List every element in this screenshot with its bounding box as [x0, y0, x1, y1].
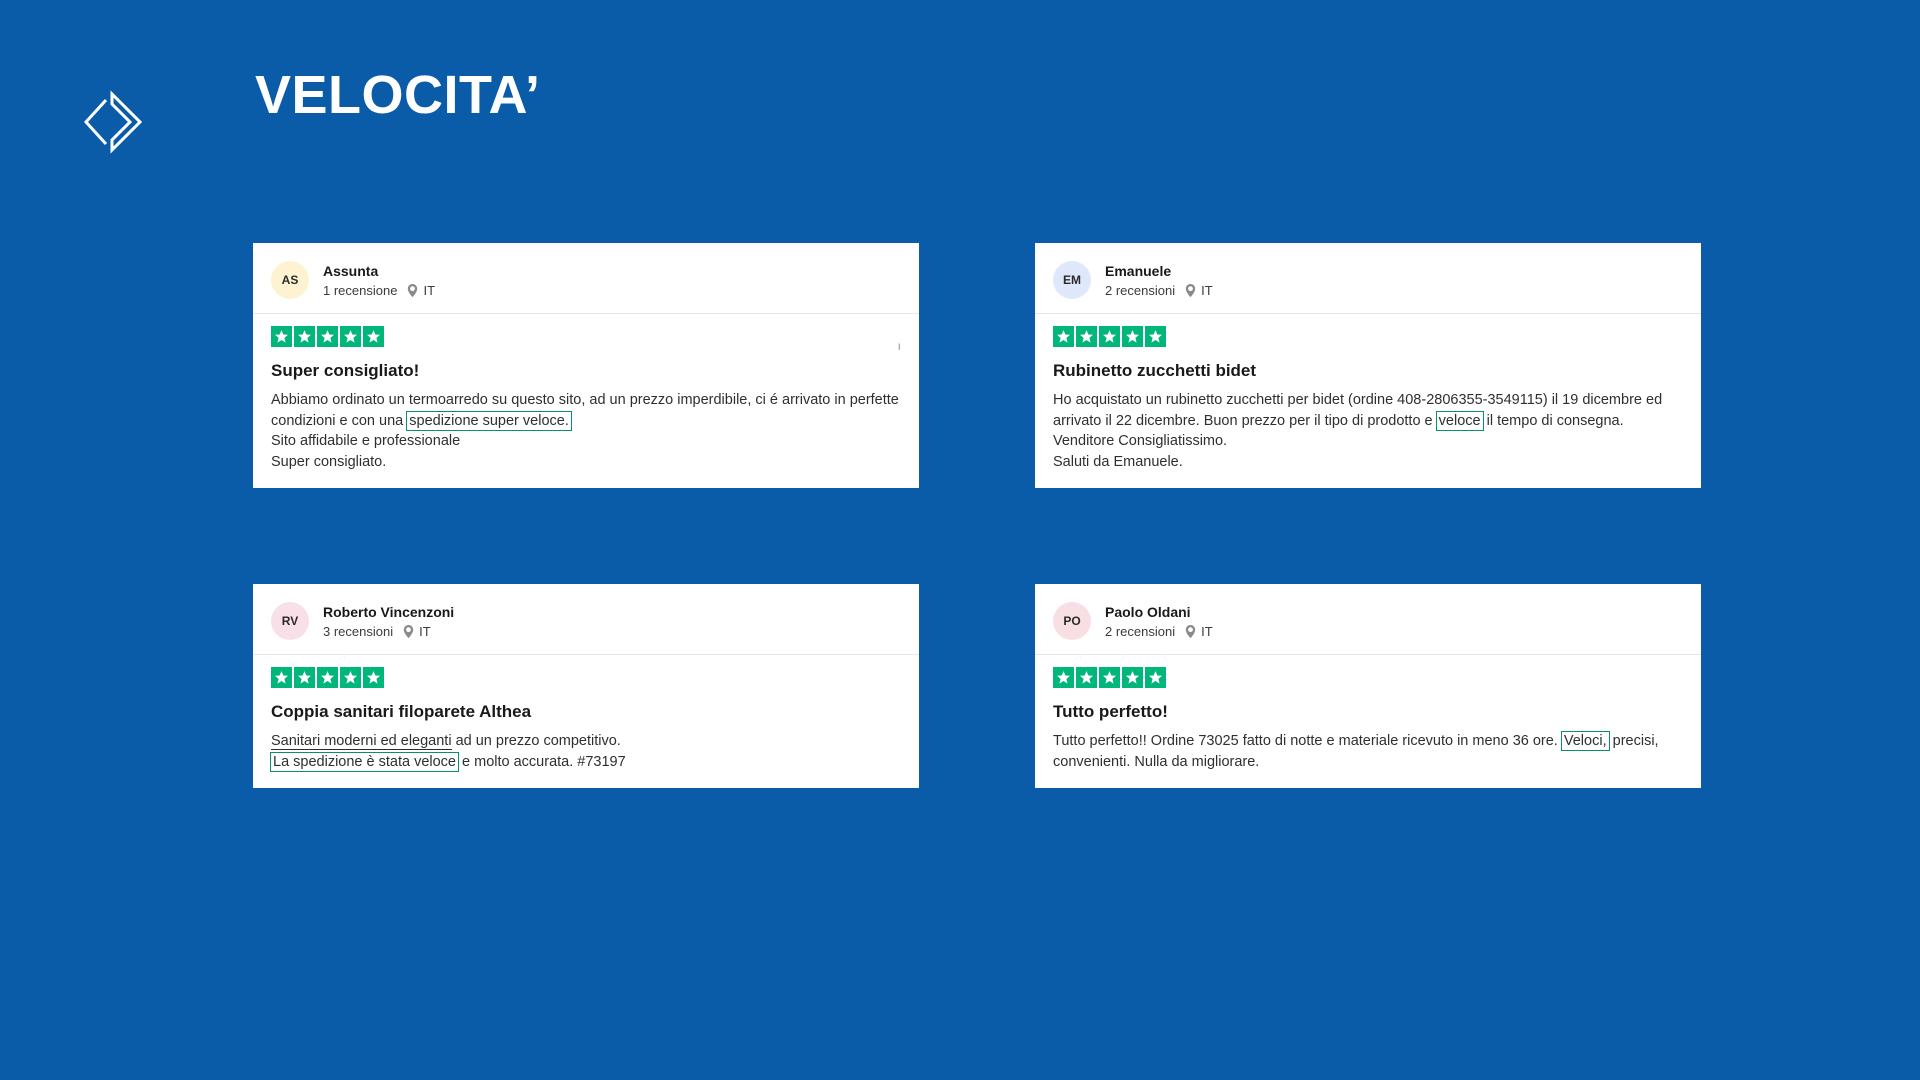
- review-header: [253, 584, 919, 655]
- review-paragraph-1: Ho acquistato un rubinetto zucchetti per bidet (ordine 408-2806355-3549115) il 19 dicembre ed arrivato il 22 dicembre. Buon prezzo per il tipo di prodotto e: [1053, 392, 1663, 429]
- country-code: IT: [423, 283, 436, 299]
- star-icon: [1076, 667, 1097, 688]
- review-paragraph-1: Abbiamo ordinato un termoarredo su questo sito, ad un prezzo imperdibile, ci é arrivato in perfette condizioni e con una: [271, 392, 899, 429]
- review-title: Rubinetto zucchetti bidet: [1053, 361, 1257, 380]
- country-code: IT: [1201, 624, 1213, 640]
- location-pin-icon: [407, 284, 418, 297]
- review-paragraph-3: Saluti da Emanuele.: [1053, 453, 1183, 470]
- star-icon: [1053, 667, 1074, 688]
- reviewer-name: Assunta: [323, 262, 379, 279]
- review-card: [253, 584, 919, 788]
- rating-stars: [1053, 667, 1683, 688]
- review-count: 1 recensione: [323, 283, 398, 299]
- reviews-grid: [253, 243, 1703, 788]
- star-icon: [271, 326, 292, 347]
- review-paragraph-1: Tutto perfetto!! Ordine 73025 fatto di notte e materiale ricevuto in meno 36 ore.: [1053, 733, 1562, 750]
- star-icon: [271, 667, 292, 688]
- country-code: IT: [419, 624, 431, 640]
- location-pin-icon: [403, 625, 414, 638]
- underlined-phrase: Sanitari moderni ed eleganti: [271, 733, 452, 750]
- highlight-phrase: La spedizione è stata veloce: [273, 753, 456, 770]
- review-paragraph-1-post: precisi, convenienti. Nulla da migliorare.: [1053, 733, 1659, 770]
- star-icon: [294, 667, 315, 688]
- brand-logo: [82, 90, 148, 156]
- rating-stars: [1053, 326, 1683, 347]
- star-icon: [363, 667, 384, 688]
- avatar: AS: [271, 261, 309, 299]
- star-icon: [1145, 667, 1166, 688]
- highlight-phrase: veloce: [1438, 412, 1481, 429]
- review-text: [271, 731, 901, 772]
- review-title: Super consigliato!: [271, 361, 420, 380]
- review-body: [253, 655, 919, 772]
- review-paragraph-1-post: il tempo di consegna.: [1482, 412, 1624, 429]
- reviewer-meta: [323, 624, 454, 639]
- reviewer-meta: [1105, 283, 1213, 298]
- star-icon: [294, 326, 315, 347]
- review-header: [1035, 243, 1701, 314]
- reviewer-meta: [1105, 624, 1213, 639]
- star-icon: [1099, 667, 1120, 688]
- review-count: 3 recensioni: [323, 624, 394, 640]
- avatar: RV: [271, 602, 309, 640]
- star-icon: [1122, 326, 1143, 347]
- reviewer-name: Roberto Vincenzoni: [323, 604, 455, 621]
- review-header: [253, 243, 919, 314]
- star-icon: [1053, 326, 1074, 347]
- star-icon: [1076, 326, 1097, 347]
- review-body: [1035, 314, 1701, 472]
- avatar: EM: [1053, 261, 1091, 299]
- location-pin-icon: [1185, 284, 1196, 297]
- review-paragraph-2-post: e molto accurata. #73197: [458, 753, 626, 770]
- page-title: VELOCITA’: [255, 65, 541, 125]
- avatar: PO: [1053, 602, 1091, 640]
- highlight-phrase: spedizione super veloce.: [409, 412, 569, 429]
- rating-stars: [271, 326, 901, 347]
- review-paragraph-3: Super consigliato.: [271, 453, 387, 470]
- review-paragraph-2: Sito affidabile e professionale: [271, 433, 461, 450]
- review-card: [1035, 243, 1701, 488]
- review-title: Tutto perfetto!: [1053, 702, 1168, 722]
- star-icon: [340, 326, 361, 347]
- rating-stars: [271, 667, 901, 688]
- review-paragraph-1-post: ad un prezzo competitivo.: [451, 733, 621, 750]
- location-pin-icon: [1185, 625, 1196, 638]
- review-count: 2 recensioni: [1105, 624, 1176, 640]
- star-icon: [1122, 667, 1143, 688]
- star-icon: [340, 667, 361, 688]
- review-title: Coppia sanitari filoparete Althea: [271, 702, 532, 722]
- stray-mark: ı: [897, 339, 901, 353]
- review-card: [253, 243, 919, 488]
- review-body: [253, 314, 919, 472]
- star-icon: [1145, 326, 1166, 347]
- reviewer-meta: [323, 283, 435, 298]
- star-icon: [1099, 326, 1120, 347]
- reviews-row: [253, 584, 1703, 788]
- reviewer-name: Emanuele: [1105, 262, 1172, 279]
- review-body: [1035, 655, 1701, 772]
- review-text: [271, 390, 901, 472]
- review-text: [1053, 390, 1683, 472]
- star-icon: [317, 326, 338, 347]
- star-icon: [317, 667, 338, 688]
- reviews-row: [253, 243, 1703, 488]
- reviewer-name: Paolo Oldani: [1105, 604, 1191, 621]
- review-count: 2 recensioni: [1105, 283, 1176, 299]
- review-card: [1035, 584, 1701, 788]
- star-icon: [363, 326, 384, 347]
- review-text: [1053, 731, 1683, 772]
- review-header: [1035, 584, 1701, 655]
- country-code: IT: [1201, 283, 1213, 299]
- highlight-phrase: Veloci,: [1563, 733, 1607, 750]
- review-paragraph-2: Venditore Consigliatissimo.: [1053, 433, 1228, 450]
